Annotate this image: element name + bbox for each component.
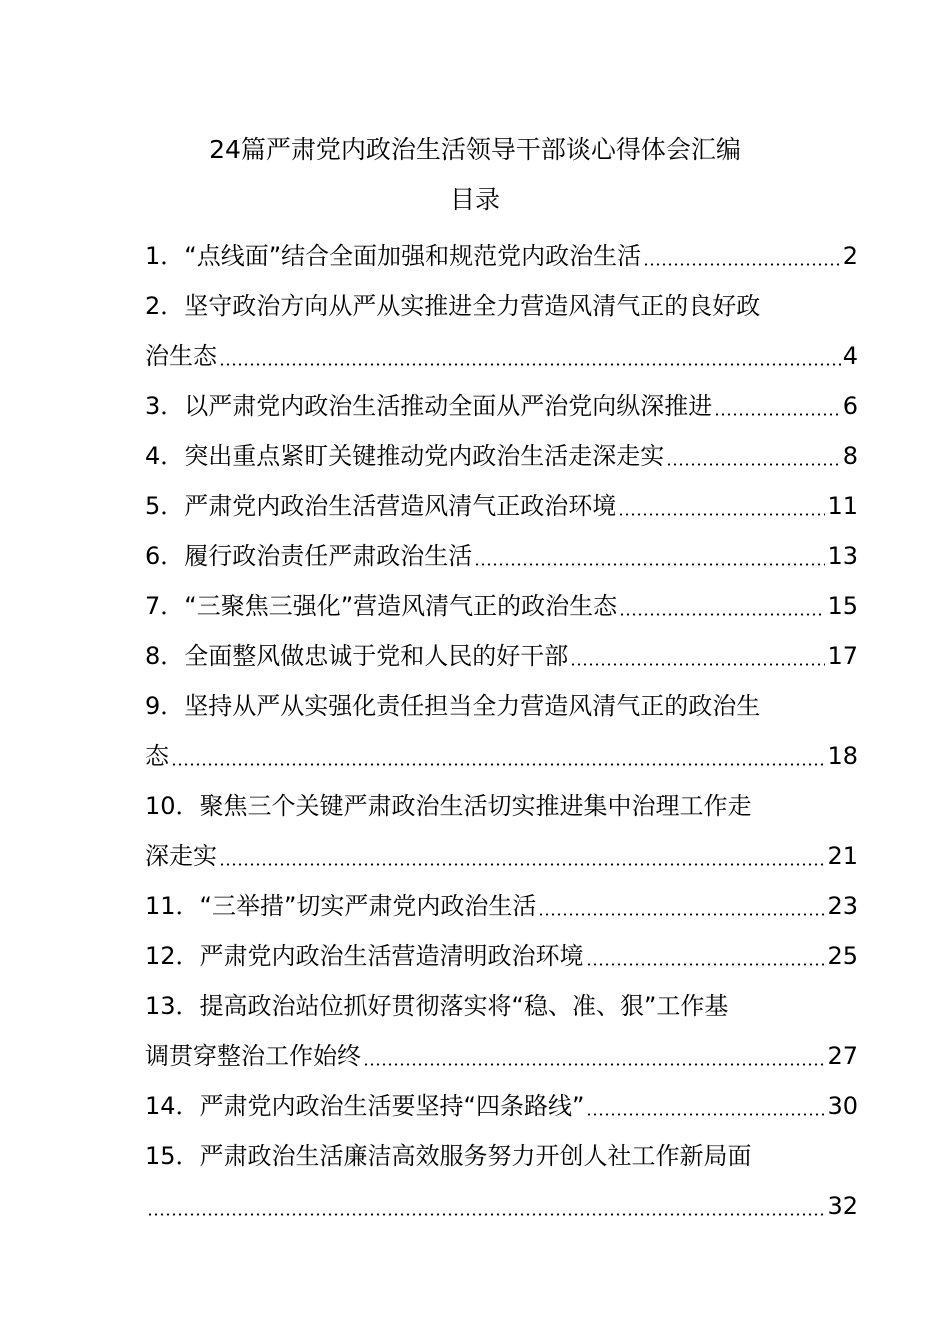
toc-entry-line xyxy=(145,228,858,278)
dot-leader xyxy=(538,913,825,916)
toc-entry-number: 10． xyxy=(145,792,200,820)
toc-entry-title: 坚持从严从实强化责任担当全力营造风清气正的政治生 xyxy=(184,692,761,720)
dot-leader xyxy=(147,1213,825,1216)
toc-entry-line xyxy=(145,628,858,678)
toc-entry-number: 6． xyxy=(145,542,185,570)
toc-entry-title: 履行政治责任严肃政治生活 xyxy=(184,542,473,570)
toc-entry-title: 调贯穿整治工作始终 xyxy=(145,1042,361,1070)
toc-page-number: 25 xyxy=(827,942,858,970)
toc-entry-title: “点线面”结合全面加强和规范党内政治生活 xyxy=(184,242,642,270)
toc-entry-number: 1． xyxy=(145,242,185,270)
dot-leader xyxy=(618,513,825,516)
toc-entry-title: 严肃政治生活廉洁高效服务努力开创人社工作新局面 xyxy=(199,1142,752,1170)
toc-page-number: 2 xyxy=(842,242,858,270)
toc-entry-number: 14． xyxy=(145,1092,200,1120)
toc-entry-line xyxy=(145,1178,858,1228)
toc-entry[interactable] xyxy=(145,228,858,278)
toc-heading: 目录 xyxy=(449,185,500,214)
dot-leader xyxy=(171,763,825,766)
toc-entry[interactable] xyxy=(145,1078,858,1128)
toc-page-number: 23 xyxy=(827,892,858,920)
toc-entry-line xyxy=(145,728,858,778)
toc-entry[interactable] xyxy=(145,528,858,578)
toc-page-number: 8 xyxy=(842,442,858,470)
dot-leader xyxy=(219,363,841,366)
toc-page-number: 18 xyxy=(827,742,858,770)
toc-entry-line xyxy=(145,778,858,828)
toc-entry-title: 坚守政治方向从严从实推进全力营造风清气正的良好政 xyxy=(184,292,761,320)
toc-entry-title: 严肃党内政治生活营造风清气正政治环境 xyxy=(184,492,617,520)
toc-entry-number: 7． xyxy=(145,592,185,620)
dot-leader xyxy=(570,663,825,666)
toc-entry[interactable] xyxy=(145,428,858,478)
toc-entry-number: 15． xyxy=(145,1142,200,1170)
toc-entry-title: 以严肃党内政治生活推动全面从严治党向纵深推进 xyxy=(184,392,713,420)
toc-entry-number: 8． xyxy=(145,642,185,670)
toc-entry-line xyxy=(145,678,858,728)
toc-entry-line xyxy=(145,1028,858,1078)
toc-entry-title: “三聚焦三强化”营造风清气正的政治生态 xyxy=(184,592,618,620)
toc-entry-number: 12． xyxy=(145,942,200,970)
dot-leader xyxy=(619,613,825,616)
toc-entry-line xyxy=(145,878,858,928)
dot-leader xyxy=(666,463,840,466)
toc-page-number: 13 xyxy=(827,542,858,570)
toc-entry-number: 11． xyxy=(145,892,200,920)
dot-leader xyxy=(474,563,825,566)
toc-entry-title: 严肃党内政治生活营造清明政治环境 xyxy=(199,942,584,970)
dot-leader xyxy=(714,413,840,416)
toc-entry[interactable] xyxy=(145,628,858,678)
toc-entry-title: 治生态 xyxy=(145,342,217,370)
dot-leader xyxy=(219,863,825,866)
toc-entry[interactable] xyxy=(145,978,858,1078)
toc-entry-number: 4． xyxy=(145,442,185,470)
toc-entry-line xyxy=(145,478,858,528)
toc-entry-title: 提高政治站位抓好贯彻落实将“稳、准、狠”工作基 xyxy=(199,992,729,1020)
document-title: 24篇严肃党内政治生活领导干部谈心得体会汇编 xyxy=(209,135,741,164)
toc-entry[interactable] xyxy=(145,278,858,378)
toc-entry-number: 3． xyxy=(145,392,185,420)
toc-page-number: 30 xyxy=(827,1092,858,1120)
toc-entry-line xyxy=(145,978,858,1028)
toc-entry-title: 深走实 xyxy=(145,842,217,870)
toc-entry-line xyxy=(145,928,858,978)
toc-entry[interactable] xyxy=(145,378,858,428)
toc-entry-line xyxy=(145,1078,858,1128)
toc-page-number: 21 xyxy=(827,842,858,870)
toc-entry-title: “三举措”切实严肃党内政治生活 xyxy=(199,892,537,920)
toc-entry-line xyxy=(145,528,858,578)
toc-page-number: 32 xyxy=(827,1192,858,1220)
toc-entry-title: 聚焦三个关键严肃政治生活切实推进集中治理工作走 xyxy=(199,792,752,820)
toc-entry-line xyxy=(145,328,858,378)
dot-leader xyxy=(363,1063,825,1066)
toc-entry-title: 严肃党内政治生活要坚持“四条路线” xyxy=(199,1092,585,1120)
toc-entry-title: 态 xyxy=(145,742,169,770)
dot-leader xyxy=(586,1113,825,1116)
toc-page-number: 27 xyxy=(827,1042,858,1070)
toc-entry[interactable] xyxy=(145,778,858,878)
toc-page-number: 17 xyxy=(827,642,858,670)
dot-leader xyxy=(643,263,841,266)
table-of-contents xyxy=(145,228,858,1228)
toc-entry-title: 突出重点紧盯关键推动党内政治生活走深走实 xyxy=(184,442,665,470)
toc-page-number: 11 xyxy=(827,492,858,520)
toc-entry[interactable] xyxy=(145,928,858,978)
toc-entry[interactable] xyxy=(145,478,858,528)
toc-entry-number: 13． xyxy=(145,992,200,1020)
toc-entry-number: 2． xyxy=(145,292,185,320)
toc-page-number: 15 xyxy=(827,592,858,620)
dot-leader xyxy=(586,963,826,966)
toc-entry-title: 全面整风做忠诚于党和人民的好干部 xyxy=(184,642,569,670)
toc-entry-line xyxy=(145,828,858,878)
toc-entry[interactable] xyxy=(145,678,858,778)
toc-entry[interactable] xyxy=(145,1128,858,1228)
toc-entry[interactable] xyxy=(145,578,858,628)
toc-entry-number: 5． xyxy=(145,492,185,520)
toc-entry-number: 9． xyxy=(145,692,185,720)
toc-entry-line xyxy=(145,278,858,328)
toc-page-number: 4 xyxy=(842,342,858,370)
toc-entry-line xyxy=(145,1128,858,1178)
toc-page-number: 6 xyxy=(842,392,858,420)
toc-entry-line xyxy=(145,428,858,478)
toc-entry-line xyxy=(145,578,858,628)
toc-entry-line xyxy=(145,378,858,428)
toc-entry[interactable] xyxy=(145,878,858,928)
